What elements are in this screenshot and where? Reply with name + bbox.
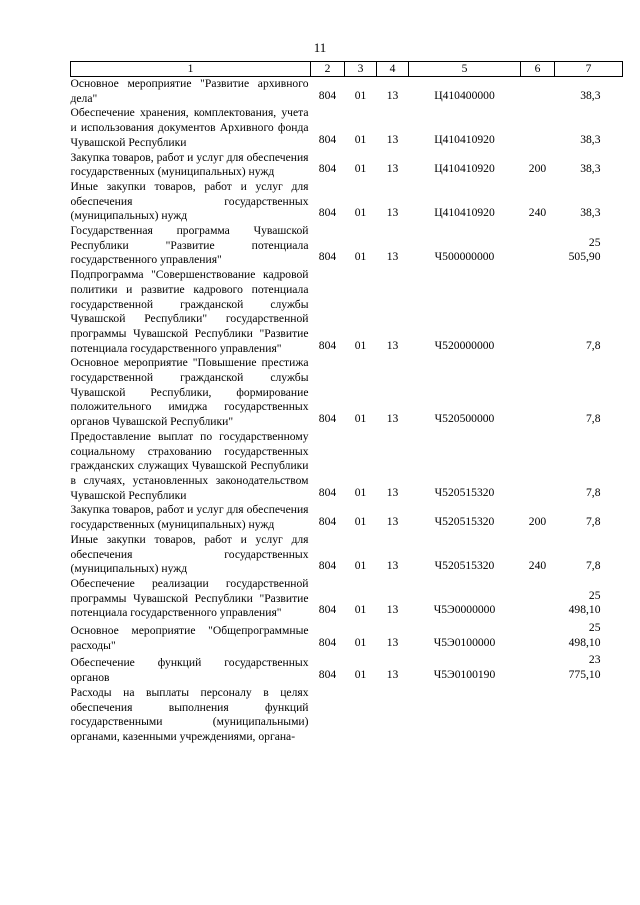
table-row xyxy=(71,686,623,745)
row-gr: 804 xyxy=(318,603,337,617)
row-gr: 804 xyxy=(318,338,337,352)
row-name: Предоставление выплат по государственному социальному страхованию государственных гражданских служащих Чувашской Республики в случаях, установленных законодательством Чувашской Республики xyxy=(70,429,309,502)
row-name: Обеспечение хранения, комплектования, учета и использования документов Архивного фонда Чувашской Республики xyxy=(70,106,309,149)
row-sum: 7,8 xyxy=(586,338,601,352)
header-col-name: 1 xyxy=(71,62,311,77)
table-row xyxy=(71,503,623,532)
row-csr: Ч520515320 xyxy=(434,559,495,573)
row-rz: 01 xyxy=(354,88,367,102)
row-name: Подпрограмма "Совершенствование кадровой политики и развитие кадрового потенциала государственной гражданской службы Чувашской Республики" государственной программы Чувашской Республики "Развитие потенциала государственного управления" xyxy=(70,268,309,355)
row-sum: 38,3 xyxy=(580,206,601,220)
row-sum: 38,3 xyxy=(580,162,601,176)
row-csr: Ч520000000 xyxy=(434,338,495,352)
row-sum: 7,8 xyxy=(586,515,601,529)
table-row xyxy=(71,224,623,268)
row-csr: Ц410410920 xyxy=(434,162,495,176)
row-pr: 13 xyxy=(386,635,399,649)
table-row xyxy=(71,77,623,107)
table-row xyxy=(71,533,623,577)
header-col-gr: 2 xyxy=(311,62,345,77)
row-gr: 804 xyxy=(318,412,337,426)
table-row xyxy=(71,180,623,224)
row-sum: 7,8 xyxy=(586,412,601,426)
row-sum: 7,8 xyxy=(586,559,601,573)
row-rz: 01 xyxy=(354,603,367,617)
row-vr: 240 xyxy=(528,206,547,220)
row-csr: Ч520515320 xyxy=(434,485,495,499)
header-col-vr: 6 xyxy=(521,62,555,77)
row-rz: 01 xyxy=(354,668,367,682)
row-rz xyxy=(345,686,377,745)
row-gr: 804 xyxy=(318,132,337,146)
table-row xyxy=(71,621,623,653)
table-row xyxy=(71,106,623,150)
table-row xyxy=(71,268,623,356)
header-col-csr: 5 xyxy=(409,62,521,77)
row-vr xyxy=(521,577,555,621)
row-vr xyxy=(521,224,555,268)
row-pr xyxy=(377,686,409,745)
header-col-sum: 7 xyxy=(555,62,623,77)
row-pr: 13 xyxy=(386,132,399,146)
row-vr: 200 xyxy=(528,515,547,529)
row-pr: 13 xyxy=(386,485,399,499)
row-sum: 38,3 xyxy=(580,132,601,146)
row-pr: 13 xyxy=(386,206,399,220)
row-rz: 01 xyxy=(354,515,367,529)
row-csr xyxy=(409,686,521,745)
row-name: Закупка товаров, работ и услуг для обеспечения государственных (муниципальных) нужд xyxy=(70,503,309,532)
row-vr xyxy=(521,106,555,150)
row-gr: 804 xyxy=(318,635,337,649)
row-sum: 25 498,10 xyxy=(568,588,601,617)
row-pr: 13 xyxy=(386,338,399,352)
page-number: 11 xyxy=(313,40,327,55)
row-gr: 804 xyxy=(318,485,337,499)
header-row xyxy=(71,62,623,77)
row-rz: 01 xyxy=(354,412,367,426)
row-pr: 13 xyxy=(386,559,399,573)
row-csr: Ч5Э0000000 xyxy=(433,603,496,617)
row-gr: 804 xyxy=(318,559,337,573)
budget-table xyxy=(70,61,623,745)
row-rz: 01 xyxy=(354,132,367,146)
row-sum xyxy=(555,686,623,745)
row-pr: 13 xyxy=(386,515,399,529)
row-name: Иные закупки товаров, работ и услуг для обеспечения государственных (муниципальных) нужд xyxy=(70,179,309,223)
row-name: Основное мероприятие "Общепрограммные расходы" xyxy=(70,624,309,652)
row-sum: 25 505,90 xyxy=(568,235,601,264)
row-name: Основное мероприятие "Повышение престижа государственной гражданской службы Чувашской Республики, формирование положительного имиджа государственных органов Чувашской Республики" xyxy=(70,356,309,429)
row-gr: 804 xyxy=(318,668,337,682)
row-csr: Ч500000000 xyxy=(434,250,495,264)
table-row xyxy=(71,577,623,621)
row-rz: 01 xyxy=(354,485,367,499)
row-pr: 13 xyxy=(386,668,399,682)
row-vr xyxy=(521,77,555,107)
header-col-pr: 4 xyxy=(377,62,409,77)
row-gr: 804 xyxy=(318,250,337,264)
row-sum: 25 498,10 xyxy=(568,621,601,649)
row-csr: Ц410410920 xyxy=(434,206,495,220)
row-pr: 13 xyxy=(386,162,399,176)
row-vr xyxy=(521,268,555,356)
row-csr: Ц410400000 xyxy=(434,88,495,102)
row-gr: 804 xyxy=(318,88,337,102)
table-row xyxy=(71,151,623,180)
row-rz: 01 xyxy=(354,206,367,220)
row-name: Обеспечение функций государственных органов xyxy=(70,656,309,685)
row-rz: 01 xyxy=(354,559,367,573)
row-name: Расходы на выплаты персоналу в целях обеспечения выполнения функций государственными (муниципальными) органами, казенными учреждениями, органа- xyxy=(70,685,309,743)
row-vr: 240 xyxy=(528,559,547,573)
row-sum: 38,3 xyxy=(580,88,601,102)
row-rz: 01 xyxy=(354,338,367,352)
row-name: Иные закупки товаров, работ и услуг для обеспечения государственных (муниципальных) нужд xyxy=(70,532,309,576)
row-vr xyxy=(521,653,555,685)
row-pr: 13 xyxy=(386,603,399,617)
row-sum: 23 775,10 xyxy=(568,653,601,682)
row-name: Обеспечение реализации государственной программы Чувашской Республики "Развитие потенциала государственного управления" xyxy=(70,576,309,620)
row-sum: 7,8 xyxy=(586,485,601,499)
table-header xyxy=(71,62,623,77)
row-vr: 200 xyxy=(528,162,547,176)
row-csr: Ц410410920 xyxy=(434,132,495,146)
row-csr: Ч520500000 xyxy=(434,412,495,426)
row-csr: Ч5Э0100000 xyxy=(433,635,496,649)
row-vr xyxy=(521,621,555,653)
row-vr xyxy=(521,686,555,745)
row-gr: 804 xyxy=(318,206,337,220)
row-rz: 01 xyxy=(354,162,367,176)
header-col-rz: 3 xyxy=(345,62,377,77)
table-row xyxy=(71,430,623,504)
row-name: Закупка товаров, работ и услуг для обеспечения государственных (муниципальных) нужд xyxy=(70,150,309,179)
row-name: Основное мероприятие "Развитие архивного дела" xyxy=(70,77,309,105)
row-pr: 13 xyxy=(386,412,399,426)
table-body xyxy=(71,77,623,745)
row-csr: Ч5Э0100190 xyxy=(433,668,496,682)
row-vr xyxy=(521,356,555,430)
row-gr: 804 xyxy=(318,515,337,529)
row-vr xyxy=(521,430,555,504)
table-row xyxy=(71,356,623,430)
row-rz: 01 xyxy=(354,250,367,264)
row-gr xyxy=(311,686,345,745)
row-pr: 13 xyxy=(386,88,399,102)
row-name: Государственная программа Чувашской Республики "Развитие потенциала государственного управления" xyxy=(70,224,309,267)
row-pr: 13 xyxy=(386,250,399,264)
row-csr: Ч520515320 xyxy=(434,515,495,529)
row-rz: 01 xyxy=(354,635,367,649)
row-gr: 804 xyxy=(318,162,337,176)
table-row xyxy=(71,653,623,685)
